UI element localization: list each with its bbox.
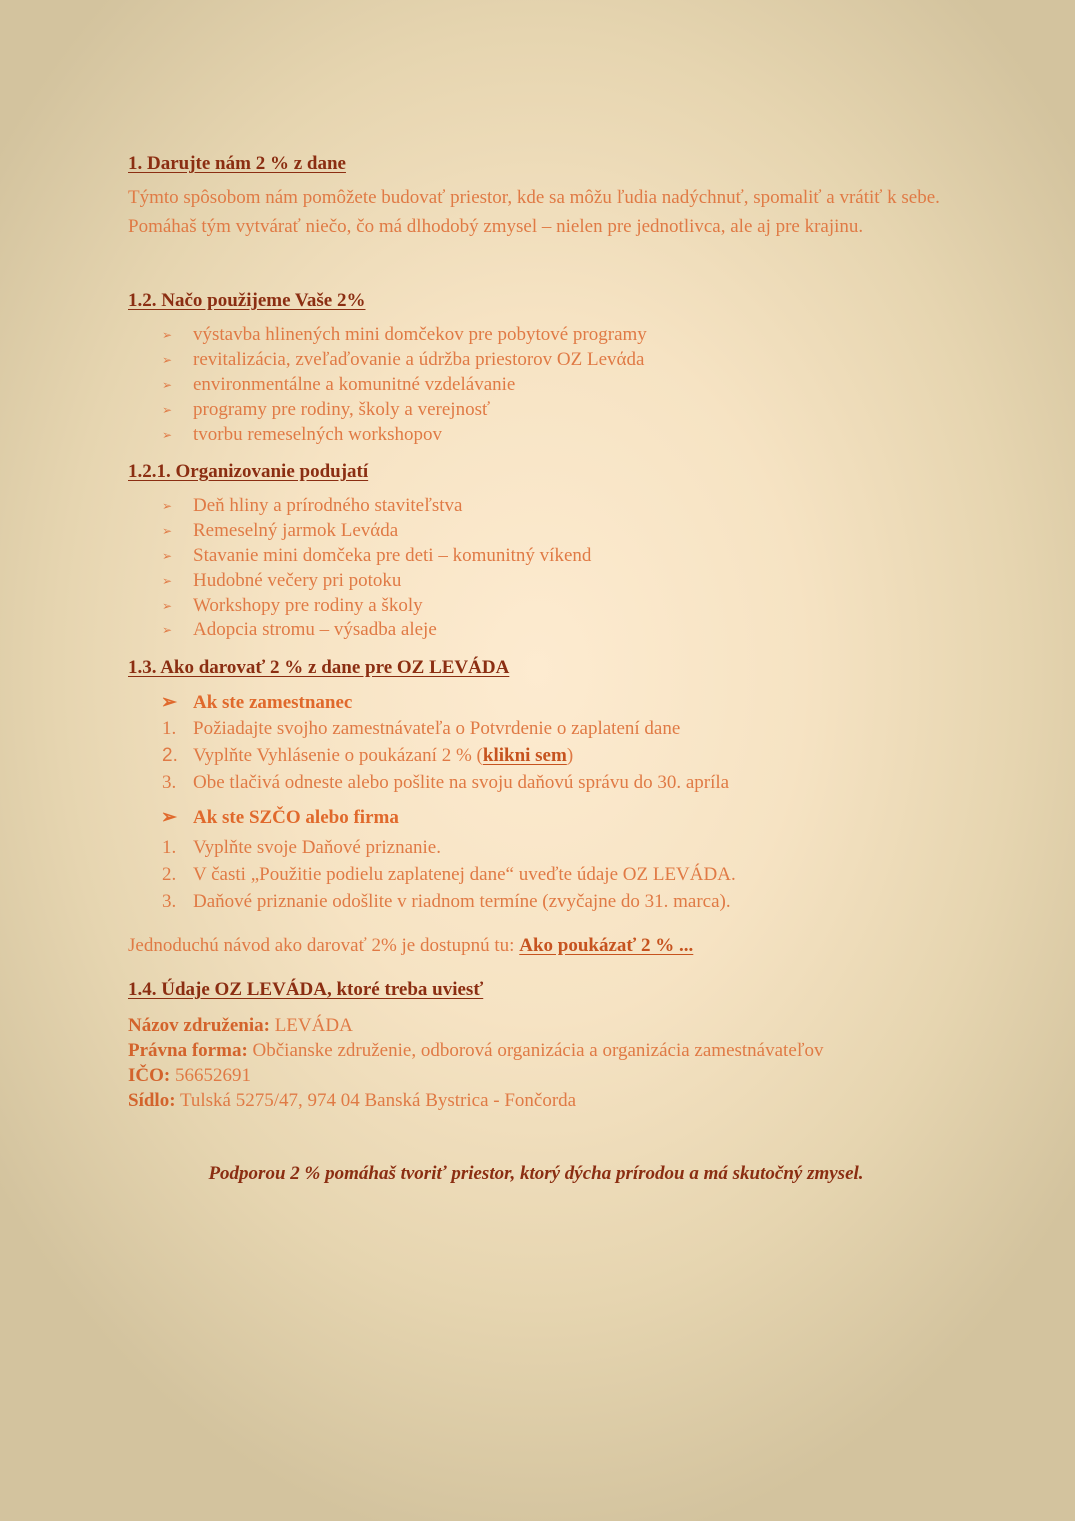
list-item: ➢ Remeselný jarmok Levάda bbox=[128, 519, 591, 544]
address-row: Sídlo: Tulská 5275/47, 974 04 Banská Bystrica - Fončorda bbox=[128, 1090, 577, 1111]
list-item: ➢ environmentálne a komunitné vzdelávanie bbox=[128, 373, 647, 398]
list-item: 2. V časti „Použitie podielu zaplatenej dane“ uveďte údaje OZ LEVÁDA. bbox=[162, 864, 736, 886]
list-item: 3. Obe tlačivá odneste alebo pošlite na svoju daňovú správu do 30. apríla bbox=[162, 772, 730, 794]
list-item: ➢ programy pre rodiny, školy a verejnosť bbox=[128, 398, 647, 423]
section-heading-podujatia: 1.2.1. Organizovanie podujatí bbox=[128, 461, 369, 482]
klikni-sem-link[interactable]: klikni sem bbox=[482, 745, 567, 767]
guide-link[interactable]: Ako poukázať 2 % ... bbox=[519, 935, 694, 956]
employee-subheading: ➢ Ak ste zamestnanec bbox=[128, 690, 352, 716]
list-item: 1. Vyplňte svoje Daňové priznanie. bbox=[162, 837, 441, 858]
list-item: ➢ Hudobné večery pri potoku bbox=[128, 569, 591, 594]
intro-paragraph: Týmto spôsobom nám pomôžete budovať priestor, kde sa môžu ľudia nadýchnuť, spomaliť a vrátiť k sebe. Pomáhaš tým vytvárať niečo, čo má dlhodobý zmysel – nielen pre jednotlivca, ale aj pre krajinu. bbox=[128, 187, 940, 237]
list-item: ➢ Deň hliny a prírodného staviteľstva bbox=[128, 494, 591, 519]
list-item: ➢ Stavanie mini domčeka pre deti – komunitný víkend bbox=[128, 544, 591, 569]
section-heading-naco: 1.2. Načo použijeme Vaše 2% bbox=[128, 290, 366, 311]
list-item: ➢ revitalizácia, zveľaďovanie a údržba priestorov OZ Levάda bbox=[128, 348, 647, 373]
arrow-bullet-icon: ➢ bbox=[162, 548, 173, 563]
arrow-bullet-icon: ➢ bbox=[162, 523, 173, 538]
arrow-bullet-icon: ➢ bbox=[162, 328, 173, 342]
events-list bbox=[128, 494, 591, 643]
legal-form-row: Právna forma: Občianske združenie, odborová organizácia a organizácia zamestnávateľov bbox=[128, 1040, 824, 1061]
list-item: ➢ Adopcia stromu – výsadba aleje bbox=[128, 618, 591, 643]
list-item: ➢ tvorbu remeselných workshopov bbox=[128, 423, 647, 448]
section-heading-darujte: 1. Darujte nám 2 % z dane bbox=[128, 153, 346, 174]
list-item: 1. Požiadajte svojho zamestnávateľa o Potvrdenie o zaplatení dane bbox=[162, 718, 681, 739]
list-item: ➢ Workshopy pre rodiny a školy bbox=[128, 594, 591, 619]
list-item: ➢ výstavba hlinených mini domčekov pre pobytové programy bbox=[128, 323, 647, 348]
ico-row: IČO: 56652691 bbox=[128, 1065, 251, 1086]
guide-line: Jednoduchú návod ako darovať 2% je dostupnú tu: Ako poukázať 2 % ... bbox=[128, 935, 694, 956]
arrow-bullet-icon: ➢ bbox=[162, 352, 173, 367]
list-item: 3. Daňové priznanie odošlite v riadnom termíne (zvyčajne do 31. marca). bbox=[162, 891, 731, 913]
arrow-bullet-icon: ➢ bbox=[161, 807, 177, 828]
org-name-row: Názov združenia: LEVÁDA bbox=[128, 1015, 353, 1036]
list-item: 2. Vyplňte Vyhlásenie o poukázaní 2 % (klikni sem) bbox=[162, 745, 574, 767]
arrow-bullet-icon: ➢ bbox=[162, 623, 173, 638]
section-heading-udaje: 1.4. Údaje OZ LEVÁDA, ktoré treba uviesť bbox=[128, 979, 484, 1000]
arrow-bullet-icon: ➢ bbox=[162, 427, 173, 442]
closing-statement: Podporou 2 % pomáhaš tvoriť priestor, ktorý dýcha prírodou a má skutočný zmysel. bbox=[208, 1163, 864, 1184]
arrow-bullet-icon: ➢ bbox=[162, 598, 173, 613]
usage-list bbox=[128, 323, 647, 447]
arrow-bullet-icon: ➢ bbox=[162, 573, 173, 588]
business-subheading: ➢ Ak ste SZČO alebo firma bbox=[128, 805, 399, 831]
employee-steps bbox=[128, 715, 729, 797]
section-heading-ako-darovat: 1.3. Ako darovať 2 % z dane pre OZ LEVÁDA bbox=[128, 657, 510, 678]
arrow-bullet-icon: ➢ bbox=[161, 692, 177, 713]
arrow-bullet-icon: ➢ bbox=[162, 402, 173, 417]
arrow-bullet-icon: ➢ bbox=[162, 499, 173, 513]
arrow-bullet-icon: ➢ bbox=[162, 377, 173, 392]
business-steps bbox=[128, 834, 736, 916]
